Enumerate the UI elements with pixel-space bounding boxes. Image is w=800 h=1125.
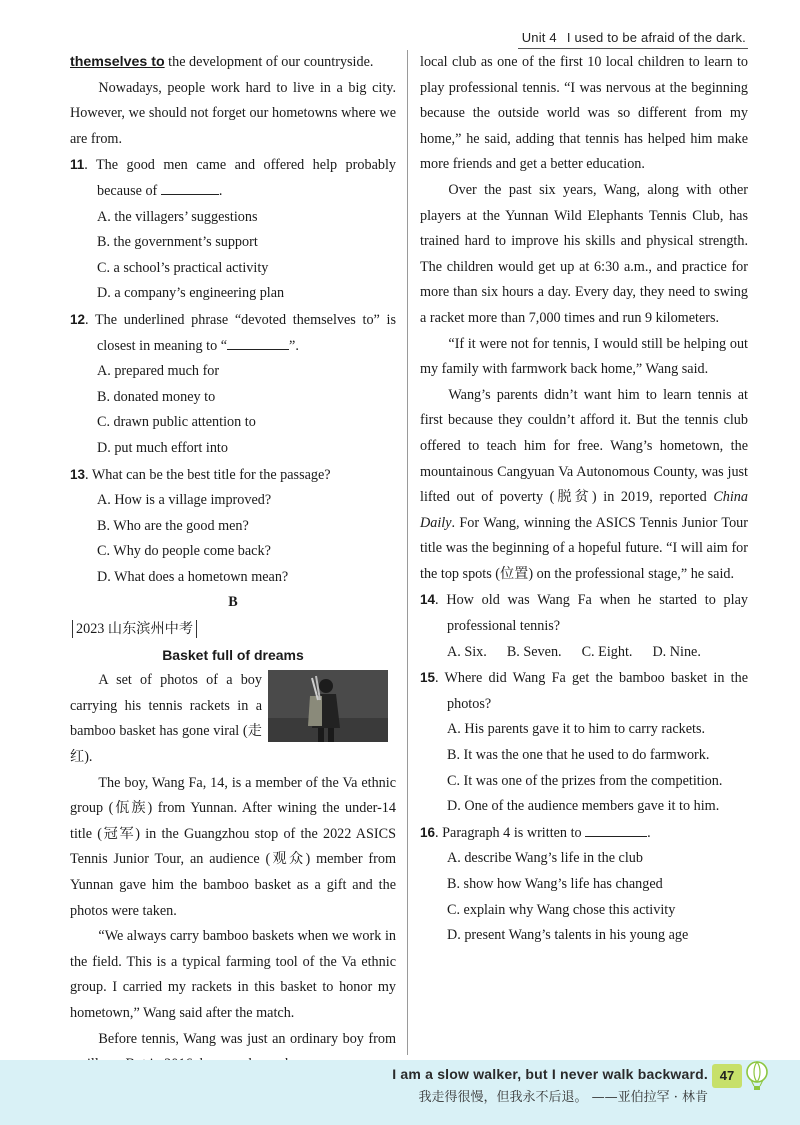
question-number: 15 (420, 670, 436, 686)
question-text-end: . (647, 824, 651, 841)
answer-blank[interactable] (161, 180, 219, 195)
paragraph: local club as one of the first 10 local children to learn to play professional tennis. “I was nervous at the beginning because the outside world was so different from my home,” he said, adding that tennis has helped him make more friends and get a better education. (420, 54, 748, 173)
question-number: 12 (70, 311, 86, 327)
answer-blank[interactable] (585, 822, 647, 837)
paragraph (70, 50, 396, 76)
question-number: 14 (420, 592, 436, 608)
question-11 (70, 152, 396, 204)
paragraph: Nowadays, people work hard to live in a big city. However, we should not forget our hometowns where we are from. (70, 79, 396, 147)
page-number: 47 (712, 1064, 742, 1088)
section-label: B (228, 594, 238, 611)
option[interactable]: C. drawn public attention to (97, 414, 256, 431)
question-number: 11 (70, 157, 85, 173)
option[interactable]: A. His parents gave it to him to carry rackets. (447, 721, 706, 738)
question-number: 13 (70, 466, 86, 482)
option[interactable]: B. donated money to (97, 388, 216, 405)
option[interactable]: A. Six. (447, 643, 487, 660)
underlined-phrase: themselves to (70, 54, 165, 70)
paragraph (420, 383, 748, 588)
answer-blank[interactable] (227, 335, 289, 350)
source-tag-row (70, 616, 396, 643)
paragraph: “If it were not for tennis, I would still be helping out my family with farmwork back home,” Wang said. (420, 335, 748, 378)
question-text: . The underlined phrase “devoted themselves to” is closest in meaning to “ (85, 311, 396, 354)
footer-quote-en: I am a slow walker, but I never walk backward. (392, 1066, 708, 1082)
option[interactable]: B. the government’s support (97, 234, 258, 251)
left-column (70, 50, 396, 1078)
option[interactable]: D. Nine. (652, 643, 701, 660)
option[interactable]: D. put much effort into (97, 439, 228, 456)
page-header (518, 30, 748, 49)
unit-label: Unit 4 (521, 30, 557, 45)
option[interactable]: C. explain why Wang chose this activity (447, 901, 676, 918)
options-row (420, 640, 748, 666)
photo-illustration (268, 670, 388, 742)
option[interactable]: C. Eight. (581, 643, 633, 660)
question-12 (70, 307, 396, 359)
option[interactable]: B. Seven. (506, 643, 562, 660)
boy-with-basket-photo (268, 670, 388, 742)
option[interactable]: A. prepared much for (97, 363, 220, 380)
option[interactable]: C. Why do people come back? (97, 543, 271, 560)
option[interactable]: D. What does a hometown mean? (97, 568, 289, 585)
question-text: . Paragraph 4 is written to (435, 824, 586, 841)
passage-title: Basket full of dreams (162, 646, 304, 663)
option[interactable]: B. show how Wang’s life has changed (447, 876, 663, 892)
unit-title: I used to be afraid of the dark. (566, 30, 746, 45)
question-text-end: . (218, 182, 223, 199)
option[interactable]: D. a company’s engineering plan (97, 285, 285, 302)
paragraph: “We always carry bamboo baskets when we work in the field. This is a typical farming tool of the Va ethnic group. I carried my rackets in this basket to honor my hometown,” Wang said after the match. (70, 928, 396, 1021)
source-tag: 2023 山东滨州中考 (72, 620, 197, 638)
paragraph-text: the development of our countryside. (164, 54, 374, 70)
paragraph-text: . For Wang, winning the ASICS Tennis Junior Tour title was the beginning of a hopeful future. “I will aim for the top spots (位置) on the professional stage,” he said. (420, 514, 748, 582)
question-text: . The good men came and offered help probably because of (84, 157, 396, 199)
question-text: . What can be the best title for the passage? (85, 466, 331, 483)
option[interactable]: A. describe Wang’s life in the club (447, 850, 643, 867)
column-divider (407, 50, 408, 1055)
paragraph: Over the past six years, Wang, along with other players at the Yunnan Wild Elephants Tennis Club, has trained hard to improve his skills and physical strength. The children would get up at 6:30 a.m., and practice for more than six hours a day. Every day, they need to swing a racket more than 7,000 times and run 9 kilometers. (420, 181, 748, 326)
publication-name: China Daily (420, 489, 748, 531)
option[interactable]: D. present Wang’s talents in his young age (447, 927, 689, 944)
question-14 (420, 587, 748, 639)
option[interactable]: A. the villagers’ suggestions (97, 208, 258, 225)
option[interactable]: D. One of the audience members gave it to him. (447, 798, 720, 815)
question-15 (420, 665, 748, 717)
question-text: . How old was Wang Fa when he started to play professional tennis? (435, 592, 748, 635)
option[interactable]: B. Who are the good men? (97, 517, 249, 534)
option[interactable]: B. It was the one that he used to do farmwork. (447, 747, 710, 764)
question-text-end: ”. (289, 337, 299, 354)
question-13 (70, 462, 396, 489)
option[interactable]: A. How is a village improved? (97, 492, 272, 509)
option[interactable]: C. a school’s practical activity (97, 259, 269, 276)
footer-quote-cn: 我走得很慢，但我永不后退。 ——亚伯拉罕 · 林肯 (418, 1090, 708, 1105)
paragraph: A set of photos of a boy carrying his tennis rackets in a bamboo basket has gone viral (走红). (70, 672, 262, 766)
question-text: . Where did Wang Fa get the bamboo basket in the photos? (435, 670, 748, 712)
question-16 (420, 820, 748, 847)
hot-air-balloon-icon (744, 1061, 770, 1096)
right-column (420, 50, 748, 949)
paragraph: Before tennis, Wang was just an ordinary boy from (98, 1030, 396, 1047)
paragraph-text: Wang’s parents didn’t want him to learn tennis at first because they couldn’t afford it. But the tennis club offered to teach him for free. Wang’s hometown, the mountainous Cangyuan Va Autonomous County, was just lifted out of poverty (脱贫) in 2019, reported (420, 386, 748, 506)
paragraph: The boy, Wang Fa, 14, is a member of the Va ethnic group (佤族) from Yunnan. After wining the under-14 title (冠军) in the Guangzhou stop of the 2022 ASICS Tennis Junior Tour, an audience (观众) member from Yunnan gave him the bamboo basket as a gift and the photos were taken. (70, 774, 396, 919)
option[interactable]: C. It was one of the prizes from the competition. (447, 772, 723, 789)
question-number: 16 (420, 824, 436, 840)
